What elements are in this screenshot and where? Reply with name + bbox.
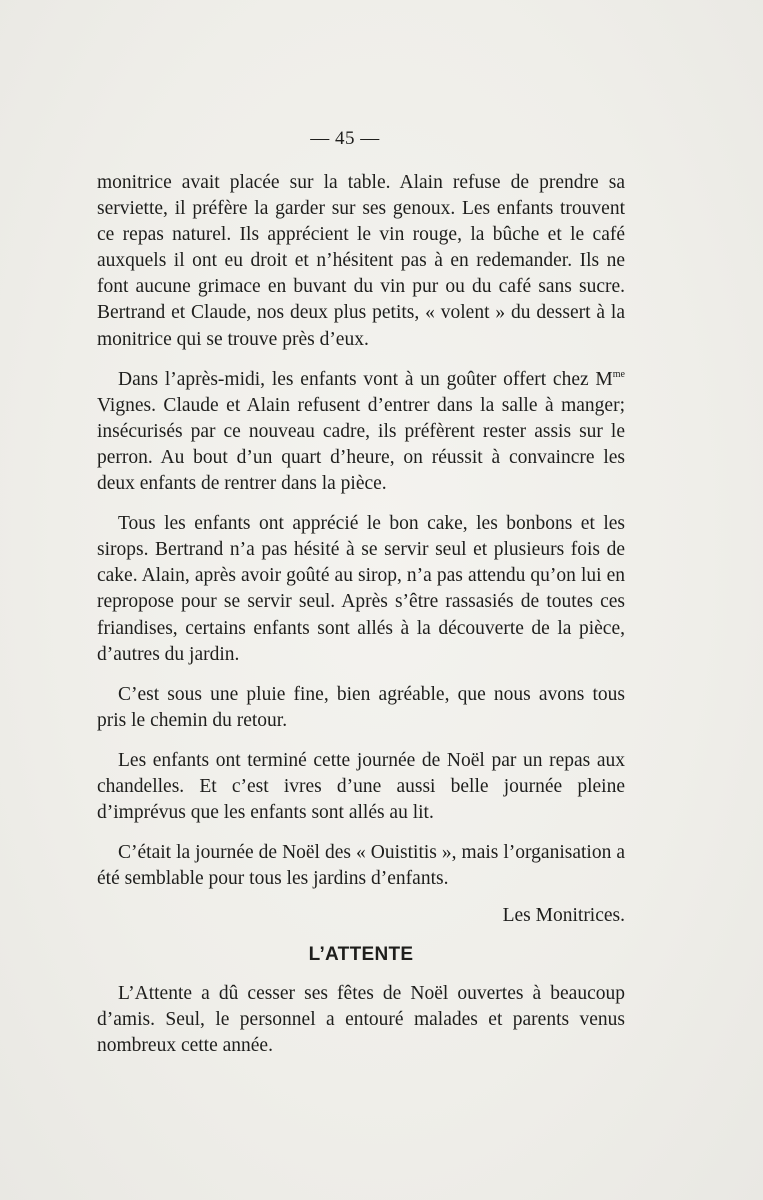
paragraph-attente: L’Attente a dû cesser ses fêtes de Noël ouvertes à beaucoup d’amis. Seul, le personnel a entouré malades et parents venus nombreux cette année. — [97, 982, 625, 1056]
section-heading: L’ATTENTE — [308, 944, 414, 966]
paragraph-afternoon-snack — [97, 367, 625, 497]
paragraph-candlelight-meal: Les enfants ont terminé cette journée de Noël par un repas aux chandelles. Et c’est ivres d’une aussi belle journée pleine d’imprévus que les enfants sont allés au lit. — [97, 749, 625, 824]
paragraph-rain-return: C’est sous une pluie fine, bien agréable, que nous avons tous pris le chemin du retour. — [97, 683, 625, 731]
paragraph-continued: monitrice avait placée sur la table. Alain refuse de prendre sa serviette, il préfère la garder sur ses genoux. Les enfants trouvent ce repas naturel. Ils apprécient le vin rouge, la bûche et le café auxquels il ont eu droit et n’hésitent pas à en redemander. Ils ne font aucune grimace en buvant du vin pur ou du café sans sucre. Bertrand et Claude, nos deux plus petits, « volent » du dessert à la monitrice qui se trouve près d’eux. — [97, 172, 625, 350]
paragraph-text-before-sup: Dans l’après-midi, les enfants vont à un goûter offert chez M — [118, 368, 613, 390]
paragraph-treats: Tous les enfants ont apprécié le bon cake, les bonbons et les sirops. Bertrand n’a pas hésité à se servir seul et plusieurs fois de cake. Alain, après avoir goûté au sirop, n’a pas attendu qu’on lui en repropose pour se servir seul. Après s’être rassasiés de toutes ces friandises, certains enfants sont allés à la découverte de la pièce, d’autres du jardin. — [97, 513, 625, 665]
madame-superscript: me — [612, 368, 625, 380]
body-text — [97, 170, 625, 1073]
paragraph-ouistitis: C’était la journée de Noël des « Ouistitis », mais l’organisation a été semblable pour tous les jardins d’enfants. — [97, 842, 625, 890]
paragraph-text-after-sup: Vignes. Claude et Alain refusent d’entrer dans la salle à manger; insécurisés par ce nouveau cadre, ils préfèrent rester assis sur le perron. Au bout d’un quart d’heure, on réussit à convaincre les deux enfants de rentrer dans la pièce. — [97, 394, 625, 495]
signature: Les Monitrices. — [502, 905, 625, 927]
page-number: — 45 — — [310, 128, 380, 149]
